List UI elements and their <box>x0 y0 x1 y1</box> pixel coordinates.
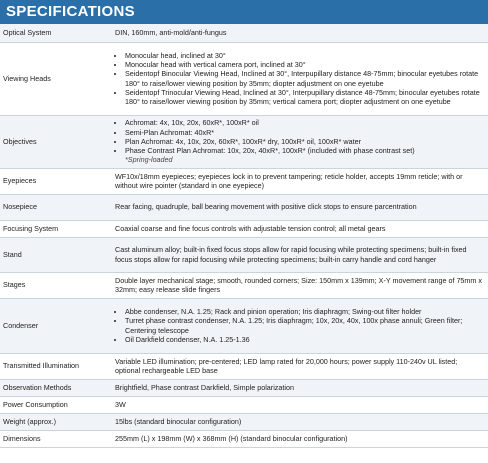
spec-row <box>0 413 488 430</box>
spec-value: Cast aluminum alloy; built-in fixed focus stops allow for rapid focusing while protecting specimens; built-in fixed focus stops allow for rapid focusing while protecting specimens; built-in carry handle and cord hanger <box>111 237 488 272</box>
spec-bullet-item: • Monocular head with vertical camera port, inclined at 30° <box>125 60 484 69</box>
spec-value: Brightfield, Phase contrast Darkfield, Simple polarization <box>111 379 488 396</box>
spec-row <box>0 42 488 115</box>
spec-row <box>0 353 488 379</box>
spec-bullet-item: • Turret phase contrast condenser, N.A. 1.25; Iris diaphragm; 10x, 20x, 40x, 100x phase annuli; Green filter; Centering telescope <box>125 316 484 335</box>
spec-label: Observation Methods <box>0 379 111 396</box>
spec-bullet-list <box>115 118 484 155</box>
spec-value: Variable LED illumination; pre-centered; LED lamp rated for 20,000 hours; power supply 110-240v UL listed; optional rechargeable LED base <box>111 353 488 379</box>
spec-label: Viewing Heads <box>0 42 111 115</box>
spec-value: Rear facing, quadruple, ball bearing movement with positive click stops to ensure parcentration <box>111 194 488 220</box>
specifications-table-body <box>0 24 488 447</box>
spec-label: Transmitted Illumination <box>0 353 111 379</box>
spec-value <box>111 42 488 115</box>
spec-row <box>0 194 488 220</box>
spec-value: DIN, 160mm, anti-mold/anti-fungus <box>111 24 488 42</box>
spec-row <box>0 272 488 298</box>
spec-row <box>0 396 488 413</box>
spec-label: Focusing System <box>0 220 111 237</box>
spec-bullet-item: • Plan Achromat: 4x, 10x, 20x, 60xR*, 100xR* dry, 100xR* oil, 100xR* water <box>125 137 484 146</box>
spec-footnote: *Spring-loaded <box>125 155 173 165</box>
spec-bullet-item: • Abbe condenser, N.A. 1.25; Rack and pinion operation; Iris diaphragm; Swing-out filter holder <box>125 307 484 316</box>
spec-bullet-item: • Oil Darkfield condenser, N.A. 1.25-1.36 <box>125 335 484 344</box>
spec-label: Weight (approx.) <box>0 413 111 430</box>
spec-bullet-item: • Semi-Plan Achromat: 40xR* <box>125 128 484 137</box>
spec-label: Objectives <box>0 115 111 168</box>
spec-label: Condenser <box>0 298 111 353</box>
spec-label: Stages <box>0 272 111 298</box>
spec-bullet-list <box>115 307 484 344</box>
spec-value: 3W <box>111 396 488 413</box>
spec-bullet-list <box>115 51 484 107</box>
spec-bullet-item: • Seidentopf Binocular Viewing Head, Inclined at 30°, Interpupillary distance 48-75mm; binocular eyetubes rotate 180° to raise/lower viewing position by 35mm; diopter adjustment on one eyetube <box>125 69 484 88</box>
spec-row <box>0 168 488 194</box>
spec-value <box>111 298 488 353</box>
spec-bullet-item: • Monocular head, inclined at 30° <box>125 51 484 60</box>
spec-label: Power Consumption <box>0 396 111 413</box>
spec-row <box>0 379 488 396</box>
spec-row <box>0 298 488 353</box>
spec-value: 15lbs (standard binocular configuration) <box>111 413 488 430</box>
spec-value: Double layer mechanical stage; smooth, rounded corners; Size: 150mm x 139mm; X-Y movement range of 75mm x 32mm; easy release slide fingers <box>111 272 488 298</box>
spec-row <box>0 237 488 272</box>
specifications-table <box>0 24 488 448</box>
spec-row <box>0 24 488 42</box>
spec-value <box>111 115 488 168</box>
page-title: SPECIFICATIONS <box>0 0 488 24</box>
spec-value: Coaxial coarse and fine focus controls with adjustable tension control; all metal gears <box>111 220 488 237</box>
spec-label: Dimensions <box>0 430 111 447</box>
spec-label: Eyepieces <box>0 168 111 194</box>
spec-row <box>0 220 488 237</box>
spec-row <box>0 430 488 447</box>
spec-label: Optical System <box>0 24 111 42</box>
spec-value: WF10x/18mm eyepieces; eyepieces lock in to prevent tampering; reticle holder, accepts 19mm reticle; with or without wire pointer (standard in one eyepiece) <box>111 168 488 194</box>
spec-bullet-item: • Phase Contrast Plan Achromat: 10x, 20x, 40xR*, 100xR* (included with phase contrast set) <box>125 146 484 155</box>
spec-label: Stand <box>0 237 111 272</box>
spec-label: Nosepiece <box>0 194 111 220</box>
spec-row <box>0 115 488 168</box>
spec-value: 255mm (L) x 198mm (W) x 368mm (H) (standard binocular configuration) <box>111 430 488 447</box>
spec-bullet-item: • Achromat: 4x, 10x, 20x, 60xR*, 100xR* oil <box>125 118 484 127</box>
spec-bullet-item: • Seidentopf Trinocular Viewing Head, Inclined at 30°, Interpupillary distance 48-75mm; binocular eyetubes rotate 180° to raise/lower viewing position by 35mm; vertical camera port; diopter adjustment on one eyetube <box>125 88 484 107</box>
